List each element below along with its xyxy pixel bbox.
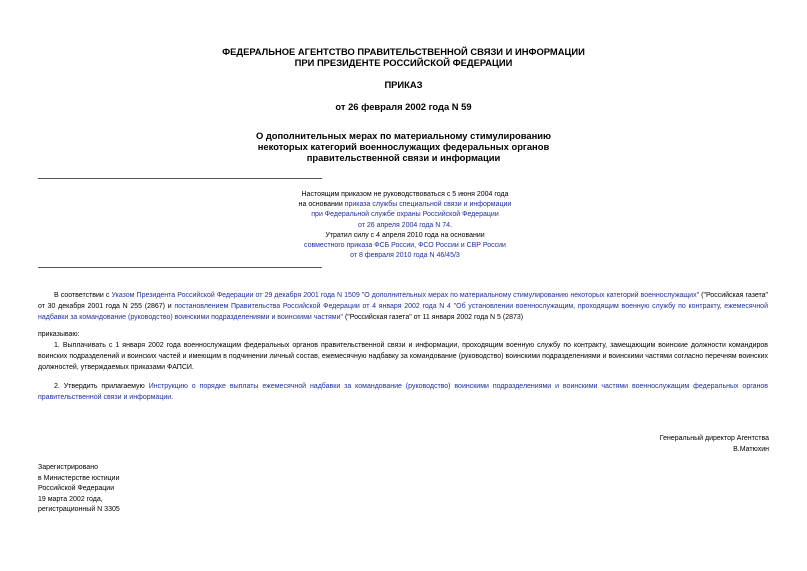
order-item-1: 1. Выплачивать с 1 января 2002 года военнослужащим федеральных органов правительственной связи и информации, проходящим военную службу по контракту, замещающим воинские должности командиров воинских подразделений и воинских частей и имеющим в подчинении личный состав, ежемесячную надбавку за командование (руководство) воинскими подразделениями и воинскими частями согласно перечням воинских должностей, утверждаемых приказами ФАПСИ. <box>38 342 768 371</box>
item2-text-1: 2. Утвердить прилагаемую <box>54 383 149 390</box>
preamble-paragraph <box>38 290 768 323</box>
resolution-link[interactable]: постановлением Правительства Российской Федерации от 4 января 2002 года N 4 "Об установлении военнослужащим, проходящим военную службу по контракту, ежемесячной надбавки за командование (руководство) воинскими подразделениями и воинскими частями" <box>38 303 768 321</box>
preamble-text-3: ("Российская газета" от 11 января 2002 года N 5 (2873) <box>343 314 524 321</box>
divider-top <box>38 178 322 179</box>
status-note <box>270 190 540 261</box>
registration-line2: в Министерстве юстиции <box>38 474 120 482</box>
registration-line4: 19 марта 2002 года, <box>38 495 103 503</box>
signer-position: Генеральный директор Агентства <box>659 435 769 442</box>
title-line2: некоторых категорий военнослужащих федеральных органов <box>257 141 550 152</box>
preamble-text-2: ("Российская газета" от 30 декабря 2001 года N 255 (2867) и <box>38 292 768 310</box>
status-note-prefix: на основании <box>298 201 345 209</box>
status-link-1[interactable]: приказа службы специальной связи и информации <box>344 201 512 209</box>
agency-name <box>0 46 807 68</box>
document-type: ПРИКАЗ <box>384 79 423 90</box>
signer-name: В.Матюхин <box>733 445 769 453</box>
title-line1: О дополнительных мерах по материальному стимулированию <box>255 130 552 141</box>
agency-name-line1: ФЕДЕРАЛЬНОЕ АГЕНТСТВО ПРАВИТЕЛЬСТВЕННОЙ СВЯЗИ И ИНФОРМАЦИИ <box>222 46 585 57</box>
agency-name-line2: ПРИ ПРЕЗИДЕНТЕ РОССИЙСКОЙ ФЕДЕРАЦИИ <box>294 57 513 68</box>
status-link-2[interactable]: совместного приказа ФСБ России, ФСО России и СВР России <box>304 242 506 250</box>
title-line3: правительственной связи и информации <box>306 152 501 163</box>
registration-line5: регистрационный N 3305 <box>38 506 120 513</box>
signature-block <box>660 434 769 455</box>
status-note-line1: Настоящим приказом не руководствоваться с 5 июня 2004 года <box>301 191 509 198</box>
status-note-line2 <box>270 200 540 210</box>
status-note-dot: . <box>450 221 452 229</box>
status-note-line5: Утратил силу с 4 апреля 2010 года на основании <box>325 231 485 239</box>
document-date-number: от 26 февраля 2002 года N 59 <box>335 101 472 112</box>
item2-text-2: . <box>171 394 174 401</box>
preamble-text-1: В соответствии с <box>54 292 112 299</box>
status-note-line4 <box>270 221 540 231</box>
registration-line1: Зарегистрировано <box>38 464 98 471</box>
instruction-link[interactable]: Инструкцию о порядке выплаты ежемесячной надбавки за командование (руководство) воинскими подразделениями и воинскими частями военнослужащим федеральных органов правительственной связи и информации <box>38 383 768 401</box>
registration-line3: Российской Федерации <box>38 485 115 492</box>
order-item-2 <box>38 381 768 403</box>
registration-block <box>38 463 120 516</box>
status-link-1-end[interactable]: от 26 апреля 2004 года N 74 <box>358 221 451 229</box>
order-word: приказываю: <box>38 331 80 338</box>
status-link-2-cont[interactable]: от 8 февраля 2010 года N 46/45/3 <box>350 252 460 260</box>
decree-link[interactable]: Указом Президента Российской Федерации от 29 декабря 2001 года N 1509 "О дополнительных мерах по материальному стимулированию некоторых категорий военнослужащих" <box>111 292 700 299</box>
divider-bottom <box>38 267 322 268</box>
document-title <box>0 130 807 163</box>
status-link-1-cont[interactable]: при Федеральной службе охраны Российской Федерации <box>311 211 499 219</box>
